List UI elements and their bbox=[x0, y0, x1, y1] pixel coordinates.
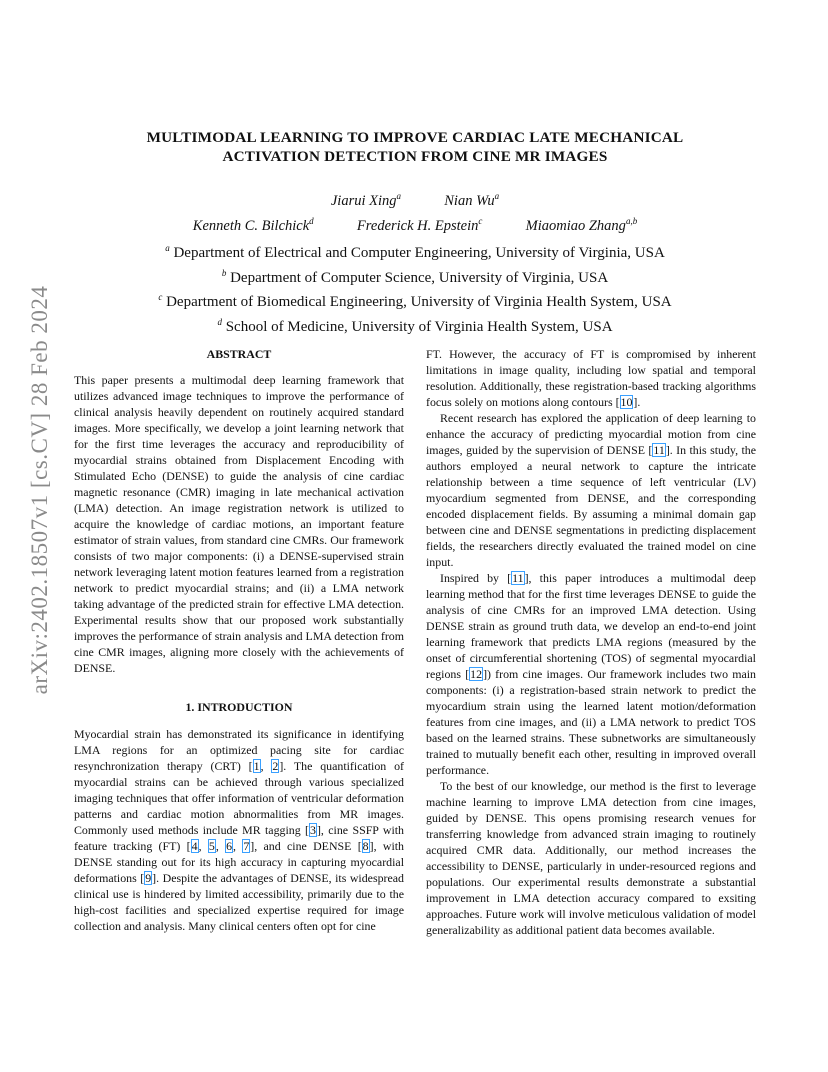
citation-link[interactable]: 3 bbox=[310, 823, 316, 837]
affiliation-list bbox=[100, 239, 730, 337]
title-line-1: MULTIMODAL LEARNING TO IMPROVE CARDIAC LATE MECHANICAL bbox=[146, 129, 684, 146]
author-row-1 bbox=[100, 186, 730, 211]
author: Nian Wu$^a$ bbox=[444, 191, 500, 209]
citation-link[interactable]: 1 bbox=[253, 759, 260, 773]
author: Jiarui Xing$^a$ bbox=[330, 191, 402, 209]
citation-link[interactable]: 5 bbox=[208, 839, 215, 853]
intro-paragraph-2: Recent research has explored the application of deep learning to enhance the accuracy of predicting myocardial motion from cine images, guided by the supervision of DENSE [11]. In this study, the authors employed a neural network to capture the intricate relationship between a time sequence of left ventricular (LV) myocardium segmented from DENSE, and the corresponding encoded displacement fields. By assuming a minimal domain gap between cine and DENSE segmentations in predicting displacement fields, the researchers directly evaluated the trained model on cine input. bbox=[426, 411, 756, 569]
citation-link[interactable]: 11 bbox=[653, 443, 665, 457]
citation-link[interactable]: 4 bbox=[191, 839, 198, 853]
paper-title bbox=[100, 128, 730, 166]
citation-link[interactable]: 10 bbox=[620, 395, 633, 409]
affiliation: $^a$ Department of Electrical and Computer Engineering, University of Virginia, USA bbox=[165, 243, 665, 261]
arxiv-sidebar bbox=[22, 285, 58, 695]
intro-paragraph-1-continued: ]. Despite the advantages of DENSE, its widespread clinical use is hindered by limited accessibility, primarily due to the high-cost facilities and specialized expertise required for image collection and analysis. Many clinical centers often opt for cine bbox=[74, 871, 404, 933]
intro-paragraph-1-tail-text: FT. However, the accuracy of FT is compromised by inherent limitations in image quality, including low spatial and temporal resolution. Additionally, these registration-based tracking algorithms focus solely on motions along contours [ bbox=[426, 347, 756, 409]
title-line-2: ACTIVATION DETECTION FROM CINE MR IMAGES bbox=[222, 148, 608, 165]
citation-link[interactable]: 11 bbox=[512, 571, 524, 585]
author: Frederick H. Epstein$^c$ bbox=[356, 215, 483, 234]
introduction-heading: 1. INTRODUCTION bbox=[185, 700, 293, 714]
intro-paragraph-4: To the best of our knowledge, our method is the first to leverage machine learning to improve LMA detection from cine images, guided by DENSE. This opens promising research venues for transferring knowledge from advanced strain imaging to routinely acquired CMR data. Additionally, our method increases the accessibility to DENSE, particularly in under-resourced regions and populations. Our experimental results demonstrate a substantial improvement in LMA detection accuracy compared to exsiting approaches. Future work will involve meticulous validation of model generalizability as additional patient data becomes available. bbox=[426, 779, 756, 937]
intro-paragraph-1: Myocardial strain has demonstrated its significance in identifying LMA regions for an optimized pacing site for cardiac resynchronization therapy (CRT) [1, 2]. The quantification of myocardial strains can be achieved through various specialized imaging techniques that offer information of ventricular deformation patterns and cardiac motion abnormalities from MR images. Commonly used methods include MR tagging [3], cine SSFP with feature tracking (FT) [4, 5, 6, 7], and cine DENSE [8], with DENSE standing out for its high accuracy in capturing myocardial deformations [9]. Despite the advantages of DENSE, its widespread clinical use is hindered by limited accessibility, primarily due to the high-cost facilities and specialized expertise required for image collection and analysis. Many clinical centers often opt for cine bbox=[74, 727, 404, 933]
citation-link[interactable]: 2 bbox=[272, 759, 279, 773]
citation-link[interactable]: 12 bbox=[470, 667, 483, 681]
affiliation: $^b$ Department of Computer Science, University of Virginia, USA bbox=[221, 267, 609, 286]
author: Kenneth C. Bilchick$^d$ bbox=[192, 215, 314, 234]
intro-paragraph-1-tail: FT. However, the accuracy of FT is compromised by inherent limitations in image quality, including low spatial and temporal resolution. Additionally, these registration-based tracking algorithms focus solely on motions along contours [10]. bbox=[426, 347, 756, 409]
affiliation: $^c$ Department of Biomedical Engineering, University of Virginia Health System, USA bbox=[158, 292, 672, 310]
left-column bbox=[74, 346, 404, 934]
arxiv-identifier: arXiv:2402.18507v1 [cs.CV] 28 Feb 2024 bbox=[27, 285, 52, 695]
right-column bbox=[426, 346, 756, 938]
affiliation: $^d$ School of Medicine, University of Virginia Health System, USA bbox=[217, 316, 613, 335]
citation-link[interactable]: 8 bbox=[362, 839, 369, 853]
author-list bbox=[100, 186, 730, 236]
citation-link[interactable]: 9 bbox=[145, 871, 152, 885]
abstract-heading: ABSTRACT bbox=[206, 347, 272, 361]
author: Miaomiao Zhang$^{a,b}$ bbox=[525, 215, 638, 234]
abstract-text: This paper presents a multimodal deep learning framework that utilizes advanced image techniques to improve the performance of clinical analysis heavily dependent on routinely acquired standard images. More specifically, we develop a joint learning network that for the first time leverages the accuracy and reproducibility of myocardial strains obtained from Displacement Encoding with Stimulated Echo (DENSE) to guide the analysis of cine cardiac magnetic resonance (CMR) imaging in late mechanical activation (LMA) detection. An image registration network is utilized to acquire the knowledge of cardiac motions, an important feature estimator of strain values, from standard cine CMRs. Our framework consists of two major components: (i) a DENSE-supervised strain network leveraging latent motion features learned from a registration network to predict myocardial strains; and (ii) a LMA network taking advantage of the predicted strain for effective LMA detection. Experimental results show that our proposed work substantially improves the performance of strain analysis and LMA detection from cine CMR images, aligning more closely with the achievements of DENSE. bbox=[74, 373, 404, 675]
intro-paragraph-3: Inspired by [11], this paper introduces a multimodal deep learning method that for the first time leverages DENSE to guide the analysis of cine CMRs for an improved LMA detection. Using DENSE strain as ground truth data, we develop an end-to-end joint learning framework that predicts LMA regions (measured by the onset of circumferential shortening (TOS) of segmental myocardial regions [12]) from cine images. Our framework includes two main components: (i) a registration-based strain network to predict the myocardium strain using the learned latent motion/deformation features from cine images, and (ii) a LMA network to predict TOS based on the learned strains. These subnetworks are simultaneously trained to mutually benefit each other, resulting in improved overall performance. bbox=[426, 571, 757, 777]
citation-link[interactable]: 6 bbox=[226, 839, 233, 853]
citation-link[interactable]: 7 bbox=[243, 839, 250, 853]
author-row-2 bbox=[100, 211, 730, 236]
